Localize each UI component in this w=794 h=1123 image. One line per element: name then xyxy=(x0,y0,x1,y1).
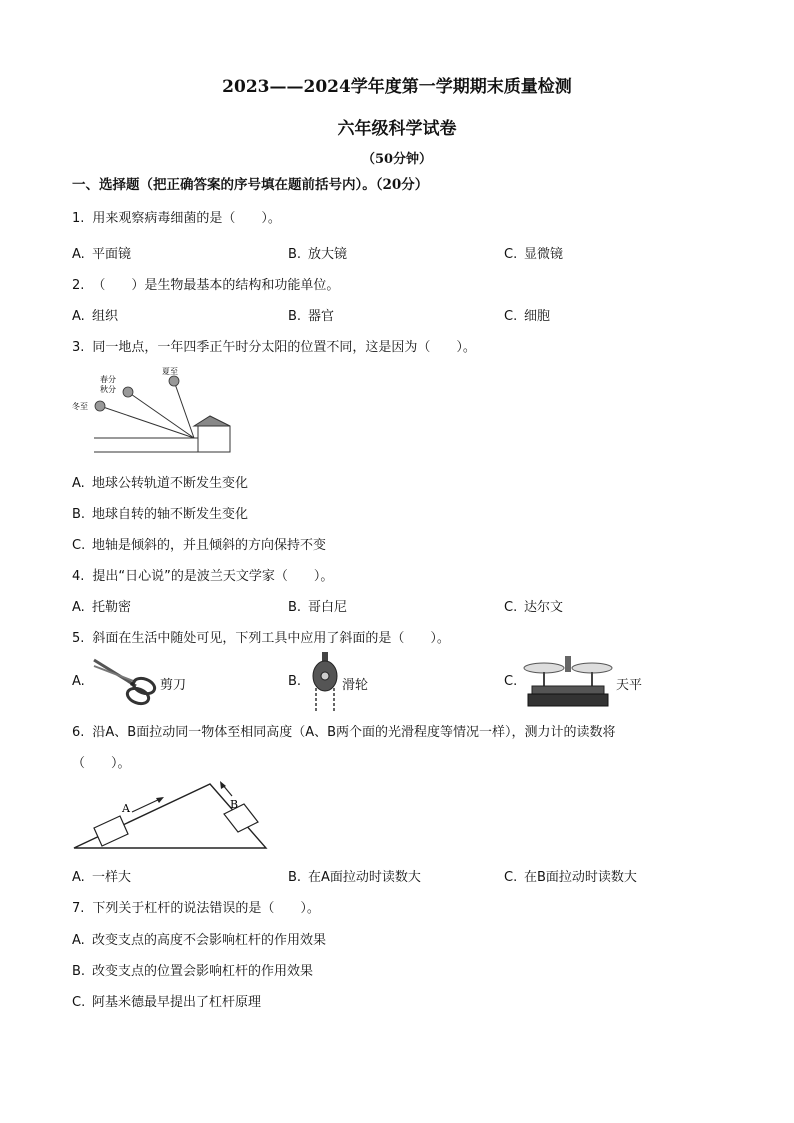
option-letter: C. xyxy=(504,870,518,885)
q1-option-b[interactable] xyxy=(288,243,347,262)
question-6 xyxy=(72,721,616,740)
question-2 xyxy=(72,274,339,293)
option-letter: A. xyxy=(72,870,85,885)
question-number: 4. xyxy=(72,569,85,584)
option-letter: C. xyxy=(504,600,518,615)
q4-option-b[interactable] xyxy=(288,596,347,615)
question-text: 提出“日心说”的是波兰天文学家（ ）。 xyxy=(92,569,334,584)
label-spring-equinox: 春分 xyxy=(100,375,116,384)
question-5 xyxy=(72,627,450,646)
question-number: 2. xyxy=(72,278,85,293)
option-text: 改变支点的位置会影响杠杆的作用效果 xyxy=(92,964,314,979)
option-text: 显微镜 xyxy=(524,247,564,262)
q7-option-b[interactable] xyxy=(72,960,313,979)
q1-option-a[interactable] xyxy=(72,243,131,262)
option-letter: B. xyxy=(288,870,302,885)
option-text: 阿基米德最早提出了杠杆原理 xyxy=(92,995,262,1010)
option-text: 地轴是倾斜的，并且倾斜的方向保持不变 xyxy=(92,538,327,553)
inclined-plane-figure xyxy=(70,778,270,852)
question-number: 5. xyxy=(72,631,85,646)
question-6-continued: （ ）。 xyxy=(72,756,131,771)
pulley-axle xyxy=(321,672,329,680)
q2-option-c[interactable] xyxy=(504,305,550,324)
q6-option-b[interactable] xyxy=(288,866,421,885)
scale-pan-right xyxy=(572,663,612,673)
house-wall xyxy=(198,426,230,452)
scissors-handle-upper xyxy=(131,676,156,697)
label-autumn-equinox: 秋分 xyxy=(100,385,116,394)
option-letter: C. xyxy=(72,995,86,1010)
q1-option-c[interactable] xyxy=(504,243,563,262)
q6-option-c[interactable] xyxy=(504,866,637,885)
q3-option-a[interactable] xyxy=(72,472,248,491)
q2-option-b[interactable] xyxy=(288,305,334,324)
q5-option-c-letter: C. xyxy=(504,674,518,689)
q5-option-b-text: 滑轮 xyxy=(342,678,369,693)
question-text: 斜面在生活中随处可见，下列工具中应用了斜面的是（ ）。 xyxy=(92,631,450,646)
option-letter: B. xyxy=(288,247,302,262)
question-4 xyxy=(72,565,333,584)
exam-title: 2023——2024学年度第一学期期末质量检测 xyxy=(222,77,572,97)
label-winter-solstice: 冬至 xyxy=(72,402,88,411)
scale-base xyxy=(528,694,608,706)
scissors-blade-lower xyxy=(94,666,136,682)
option-letter: B. xyxy=(288,600,302,615)
option-text: 达尔文 xyxy=(524,600,564,615)
q6-option-a[interactable] xyxy=(72,866,131,885)
scissors-pivot xyxy=(130,682,134,686)
question-text: 沿A、B面拉动同一物体至相同高度（A、B两个面的光滑程度等情况一样），测力计的读数将 xyxy=(92,725,616,740)
balance-scale-icon[interactable] xyxy=(522,654,614,710)
option-text: 地球公转轨道不断发生变化 xyxy=(92,476,249,491)
question-number: 6. xyxy=(72,725,85,740)
option-letter: C. xyxy=(504,309,518,324)
summer-ray xyxy=(174,381,194,438)
option-text: 组织 xyxy=(92,309,119,324)
winter-sun-icon xyxy=(95,401,105,411)
sun-position-figure xyxy=(70,364,235,456)
q7-option-a[interactable] xyxy=(72,929,326,948)
option-text: 改变支点的高度不会影响杠杆的作用效果 xyxy=(92,933,327,948)
option-text: 细胞 xyxy=(524,309,551,324)
q3-option-b[interactable] xyxy=(72,503,248,522)
question-number: 7. xyxy=(72,901,85,916)
option-letter: B. xyxy=(288,309,302,324)
label-summer-solstice: 夏至 xyxy=(162,367,178,376)
option-text: 放大镜 xyxy=(308,247,348,262)
option-letter: C. xyxy=(72,538,86,553)
option-letter: A. xyxy=(72,600,85,615)
question-1 xyxy=(72,207,281,226)
option-text: 器官 xyxy=(308,309,335,324)
option-text: 托勒密 xyxy=(92,600,132,615)
q4-option-c[interactable] xyxy=(504,596,563,615)
equinox-sun-icon xyxy=(123,387,133,397)
label-b: B xyxy=(230,798,239,811)
summer-sun-icon xyxy=(169,376,179,386)
question-text: 用来观察病毒细菌的是（ ）。 xyxy=(92,211,281,226)
q5-option-b-letter: B. xyxy=(288,674,302,689)
house-roof xyxy=(194,416,230,426)
q7-option-c[interactable] xyxy=(72,991,261,1010)
q5-option-a-letter: A. xyxy=(72,674,85,689)
option-text: 平面镜 xyxy=(92,247,132,262)
option-text: 在B面拉动时读数大 xyxy=(524,870,637,885)
question-7 xyxy=(72,897,320,916)
exam-subtitle: 六年级科学试卷 xyxy=(337,119,457,139)
option-letter: A. xyxy=(72,247,85,262)
exam-duration: （50分钟） xyxy=(361,152,433,167)
scale-pointer xyxy=(565,656,571,672)
option-text: 在A面拉动时读数大 xyxy=(308,870,421,885)
label-a: A xyxy=(122,802,130,815)
pulley-icon[interactable] xyxy=(308,652,342,712)
option-letter: C. xyxy=(504,247,518,262)
q5-option-c-text: 天平 xyxy=(616,678,643,693)
option-letter: A. xyxy=(72,933,85,948)
question-text: （ ）是生物最基本的结构和功能单位。 xyxy=(92,278,340,293)
q4-option-a[interactable] xyxy=(72,596,131,615)
option-letter: B. xyxy=(72,964,86,979)
q5-option-a-text: 剪刀 xyxy=(160,678,187,693)
section-heading: 一、选择题（把正确答案的序号填在题前括号内）。（20分） xyxy=(72,177,429,193)
option-letter: B. xyxy=(72,507,86,522)
question-number: 1. xyxy=(72,211,85,226)
q3-option-c[interactable] xyxy=(72,534,326,553)
question-text: 下列关于杠杆的说法错误的是（ ）。 xyxy=(92,901,320,916)
winter-ray xyxy=(100,406,194,438)
scissors-icon[interactable] xyxy=(92,656,160,706)
block-a xyxy=(94,816,128,846)
question-number: 3. xyxy=(72,340,85,355)
option-letter: A. xyxy=(72,309,85,324)
question-text: 同一地点，一年四季正午时分太阳的位置不同，这是因为（ ）。 xyxy=(92,340,476,355)
equinox-ray xyxy=(128,392,194,438)
scale-beam xyxy=(532,686,604,694)
scale-pan-left xyxy=(524,663,564,673)
q2-option-a[interactable] xyxy=(72,305,118,324)
question-3 xyxy=(72,336,476,355)
option-text: 地球自转的轴不断发生变化 xyxy=(92,507,249,522)
scissors-handle-lower xyxy=(125,686,150,706)
option-text: 一样大 xyxy=(92,870,132,885)
option-text: 哥白尼 xyxy=(308,600,348,615)
option-letter: A. xyxy=(72,476,85,491)
